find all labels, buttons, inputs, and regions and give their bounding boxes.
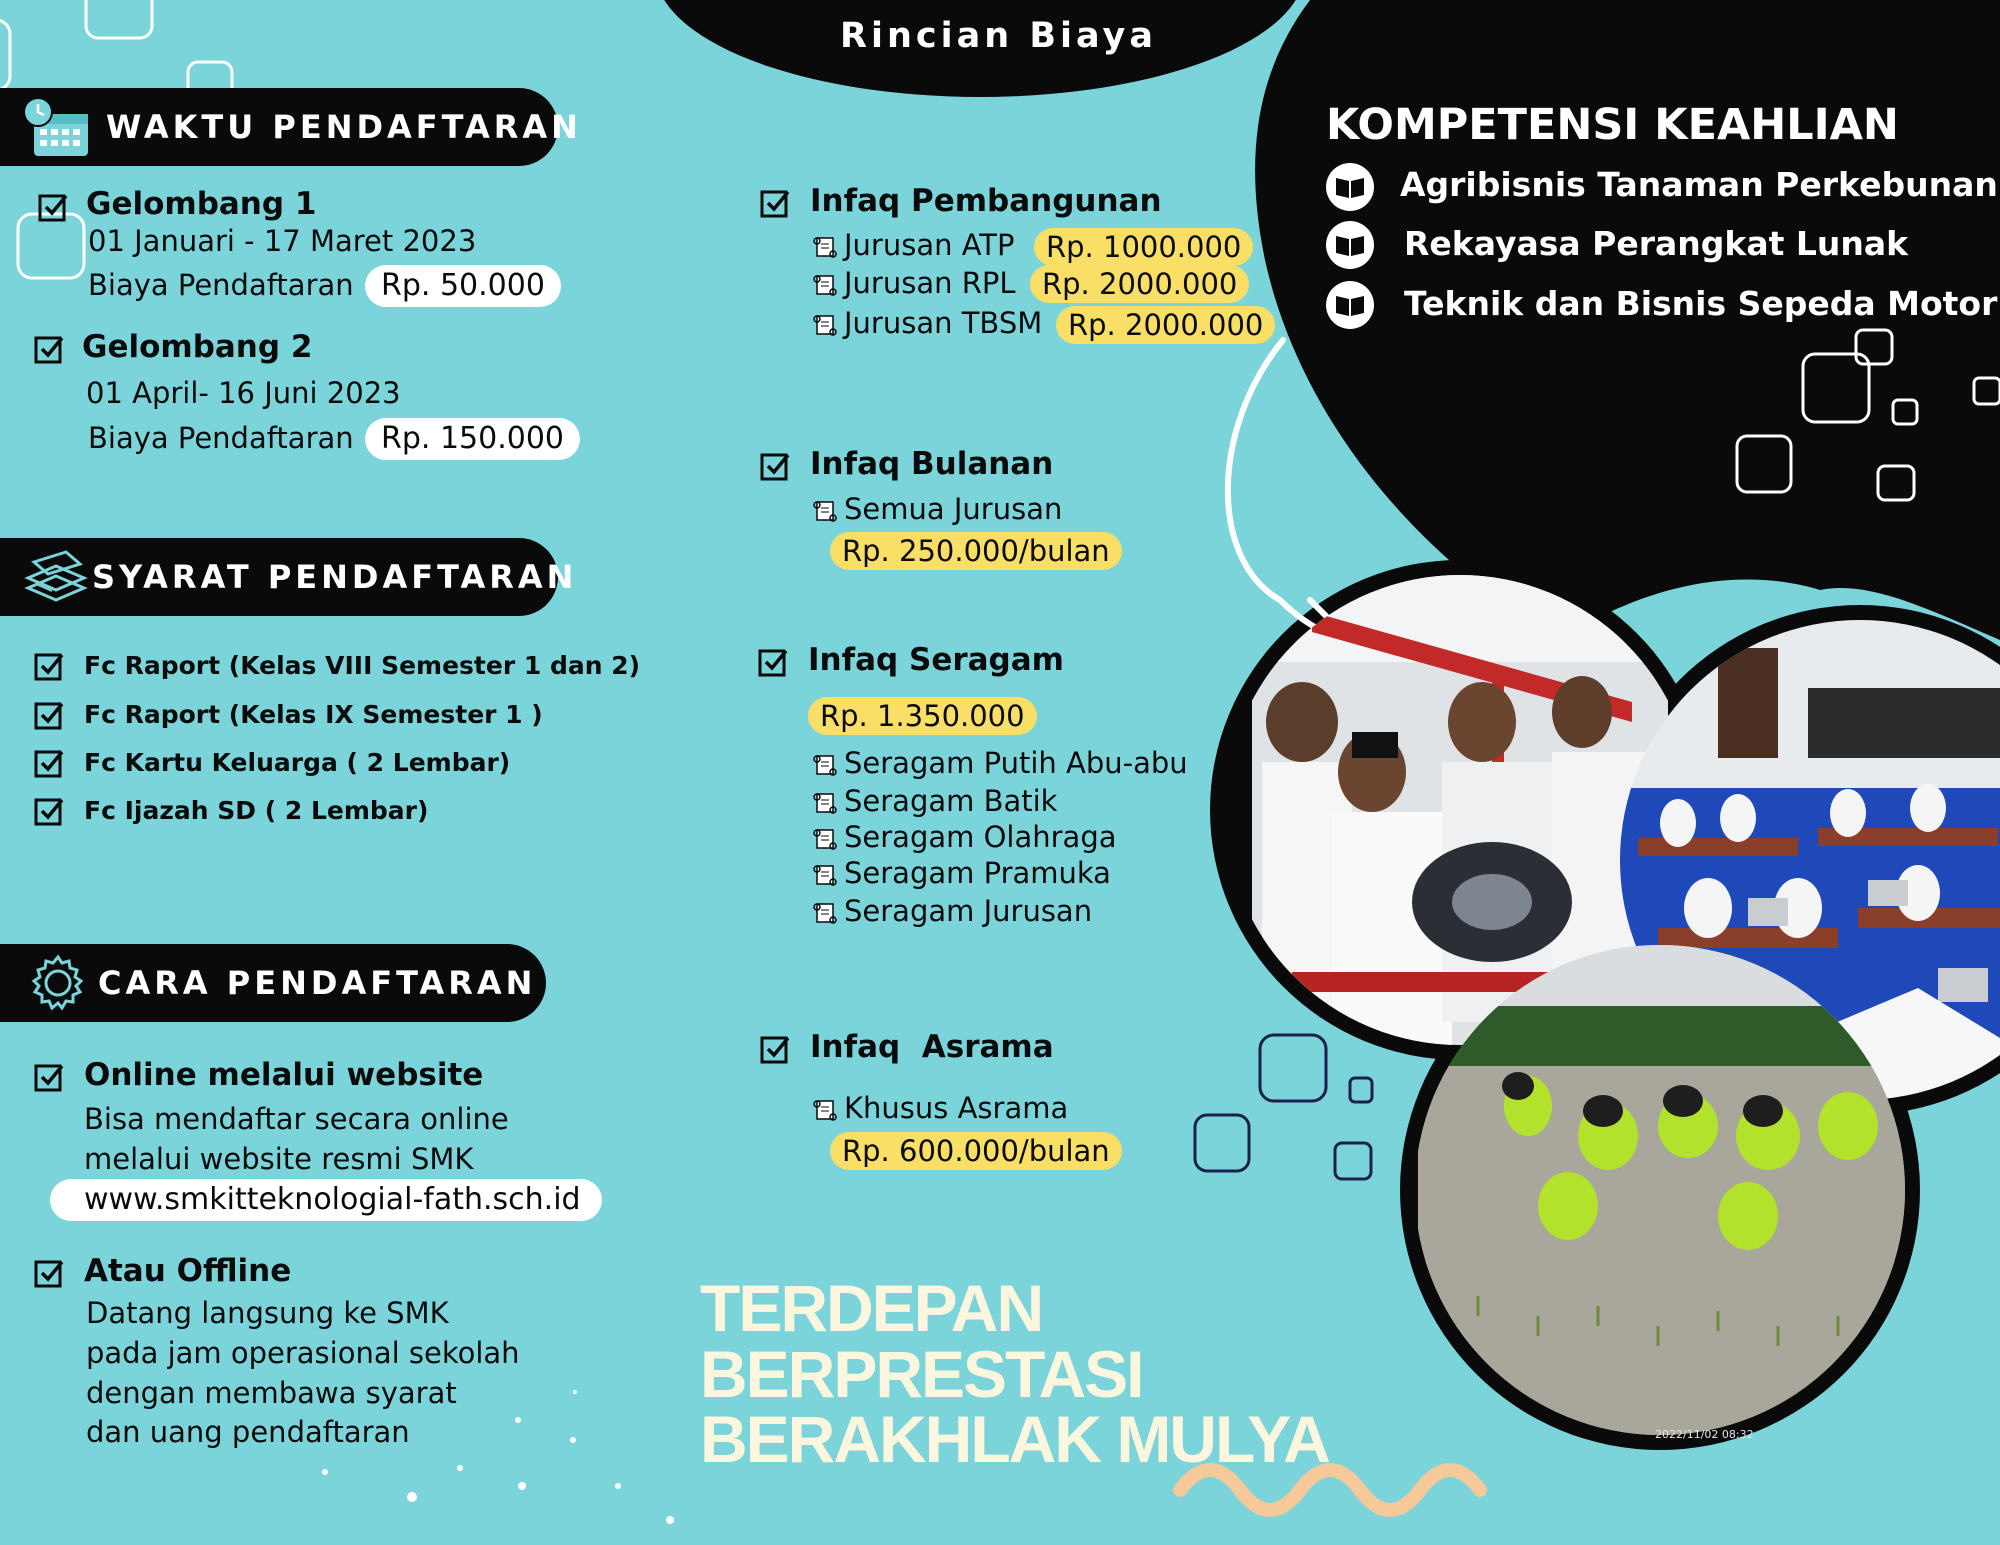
checkbox-icon (760, 1034, 790, 1064)
syarat-item: Fc Raport (Kelas VIII Semester 1 dan 2) (84, 651, 641, 680)
seragam-price: Rp. 1.350.000 (808, 697, 1037, 735)
syarat-item: Fc Raport (Kelas IX Semester 1 ) (84, 700, 543, 729)
offline-line: Datang langsung ke SMK (86, 1296, 449, 1330)
online-title: Online melalui website (84, 1057, 484, 1093)
online-line-1: Bisa mendaftar secara online (84, 1102, 509, 1136)
calendar-clock-icon (22, 95, 92, 159)
checkbox-icon (34, 334, 64, 364)
motto-line: BERAKHLAK MULYA (700, 1402, 1329, 1476)
photo-rice-field (1418, 936, 1928, 1456)
offline-line: dengan membawa syarat (86, 1376, 457, 1410)
pembangunan-title: Infaq Pembangunan (810, 183, 1162, 219)
gelombang-2-dates: 01 April- 16 Juni 2023 (86, 376, 401, 410)
asrama-price: Rp. 600.000/bulan (830, 1132, 1122, 1170)
photo-timestamp: 2022/11/02 08:32 (1655, 1428, 1754, 1441)
syarat-header (0, 538, 578, 616)
cara-header (0, 944, 546, 1022)
checkbox-icon (34, 700, 64, 730)
checkbox-icon (34, 748, 64, 778)
bulanan-title: Infaq Bulanan (810, 446, 1054, 482)
waktu-title: WAKTU PENDAFTARAN (106, 108, 582, 146)
motto-line: TERDEPAN (700, 1271, 1043, 1345)
asrama-title: Infaq Asrama (810, 1029, 1054, 1065)
checkbox-icon (38, 192, 68, 222)
checkbox-icon (760, 451, 790, 481)
wave-decoration (1180, 1470, 1480, 1510)
scroll-icon (812, 752, 838, 778)
scroll-icon (812, 272, 838, 298)
gelombang-1-dates: 01 Januari - 17 Maret 2023 (88, 224, 477, 258)
pembangunan-item-price: Rp. 2000.000 (1030, 265, 1249, 303)
online-line-2: melalui website resmi SMK (84, 1142, 474, 1176)
scroll-icon (812, 826, 838, 852)
pembangunan-item-price: Rp. 1000.000 (1034, 228, 1253, 266)
scroll-icon (812, 790, 838, 816)
checkbox-icon (758, 647, 788, 677)
gelombang-1-title: Gelombang 1 (86, 186, 317, 222)
checkbox-icon (34, 796, 64, 826)
books-icon (22, 545, 88, 609)
offline-line: dan uang pendaftaran (86, 1415, 410, 1449)
offline-line: pada jam operasional sekolah (86, 1336, 520, 1370)
checkbox-icon (34, 1258, 64, 1288)
deco-square (18, 214, 84, 278)
seragam-item: Seragam Olahraga (844, 820, 1117, 854)
pembangunan-item-label: Jurusan RPL (844, 266, 1016, 300)
syarat-item: Fc Ijazah SD ( 2 Lembar) (84, 796, 429, 825)
scroll-icon (812, 862, 838, 888)
motto-line: BERPRESTASI (700, 1337, 1143, 1411)
offline-title: Atau Offline (84, 1253, 292, 1289)
gelombang-1-fee: Rp. 50.000 (365, 265, 561, 307)
seragam-item: Seragam Pramuka (844, 856, 1111, 890)
deco-square (0, 20, 10, 90)
scroll-icon (812, 900, 838, 926)
bulanan-label: Semua Jurusan (844, 492, 1063, 526)
seragam-title: Infaq Seragam (808, 642, 1064, 678)
kompetensi-title: KOMPETENSI KEAHLIAN (1326, 100, 1899, 150)
cara-title: CARA PENDAFTARAN (98, 964, 537, 1002)
seragam-item: Seragam Batik (844, 784, 1058, 818)
open-book-icon (1325, 162, 1375, 212)
pembangunan-item-price: Rp. 2000.000 (1056, 306, 1275, 344)
scroll-icon (812, 498, 838, 524)
deco-square (86, 0, 152, 38)
syarat-title: SYARAT PENDAFTARAN (92, 558, 578, 596)
gelombang-2-fee: Rp. 150.000 (365, 418, 580, 460)
asrama-label: Khusus Asrama (844, 1091, 1069, 1125)
open-book-icon (1325, 280, 1375, 330)
scroll-icon (812, 312, 838, 338)
scroll-icon (812, 234, 838, 260)
gelombang-2-title: Gelombang 2 (82, 329, 313, 365)
website-link[interactable]: www.smkitteknologial-fath.sch.id (50, 1179, 602, 1221)
checkbox-icon (34, 651, 64, 681)
kompetensi-item: Teknik dan Bisnis Sepeda Motor (1404, 284, 1998, 323)
syarat-item: Fc Kartu Keluarga ( 2 Lembar) (84, 748, 511, 777)
kompetensi-item: Agribisnis Tanaman Perkebunan (1400, 165, 1998, 204)
deco-square (1335, 1143, 1371, 1179)
checkbox-icon (760, 188, 790, 218)
deco-square (1195, 1115, 1249, 1171)
open-book-icon (1325, 220, 1375, 270)
waktu-header (0, 88, 582, 166)
pembangunan-item-label: Jurusan TBSM (844, 306, 1043, 340)
pembangunan-item-label: Jurusan ATP (844, 228, 1015, 262)
rincian-biaya-title: Rincian Biaya (840, 16, 1157, 56)
seragam-item: Seragam Putih Abu-abu (844, 746, 1188, 780)
gear-icon (22, 951, 94, 1015)
gelombang-1-fee-label: Biaya Pendaftaran (88, 268, 354, 302)
seragam-item: Seragam Jurusan (844, 894, 1093, 928)
deco-square (1350, 1078, 1372, 1102)
bulanan-price: Rp. 250.000/bulan (830, 532, 1122, 570)
kompetensi-item: Rekayasa Perangkat Lunak (1404, 224, 1909, 263)
scroll-icon (812, 1097, 838, 1123)
checkbox-icon (34, 1062, 64, 1092)
gelombang-2-fee-label: Biaya Pendaftaran (88, 421, 354, 455)
